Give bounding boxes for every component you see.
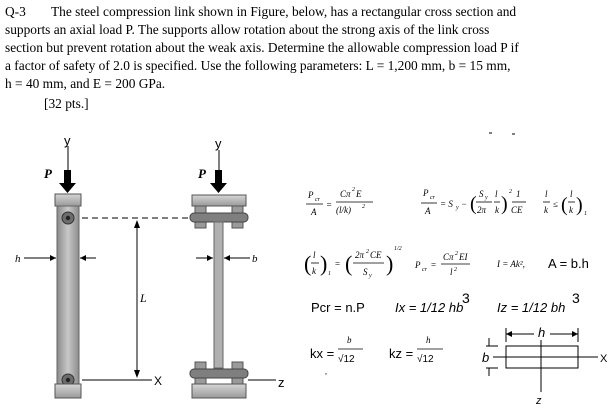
question-line-3: section but prevent rotation about the weak axis. Determine the allowable compression load P if [5, 40, 519, 55]
svg-text:2: 2 [509, 189, 512, 195]
svg-text:b: b [347, 335, 352, 345]
load-label: P [44, 166, 52, 181]
svg-text:cr: cr [430, 195, 435, 201]
svg-text:P: P [308, 190, 314, 200]
svg-text:y: y [456, 205, 459, 211]
svg-text:P: P [423, 188, 429, 198]
formula-area: A = b.h [548, 256, 589, 271]
svg-text:l: l [570, 189, 573, 199]
svg-text:l: l [545, 189, 548, 199]
svg-text:=: = [431, 260, 437, 270]
question-line-4: a factor of safety of 2.0 is specified. Use the following parameters: L = 1,200 mm, b = 15 mm, [5, 58, 511, 73]
points-label: [32 pts.] [44, 96, 89, 111]
top-support-block [55, 194, 81, 206]
side-load-label: P [198, 166, 206, 181]
link-bar [57, 206, 79, 384]
svg-text:S: S [363, 267, 368, 277]
svg-text:y: y [485, 195, 488, 201]
svg-text:Cπ: Cπ [340, 189, 351, 199]
h-dimension-label: h [15, 253, 21, 265]
svg-text:2π: 2π [355, 250, 365, 260]
svg-text:√12: √12 [338, 354, 355, 365]
svg-text:k: k [569, 205, 573, 215]
question-line-1: The steel compression link shown in Figure, below, has a rectangular cross section and [51, 4, 517, 19]
svg-text:k: k [312, 266, 316, 276]
side-view [190, 136, 285, 398]
section-z-label: z [536, 395, 542, 407]
svg-text:(: ( [345, 251, 353, 276]
length-label: L [140, 291, 147, 305]
svg-text:h: h [426, 335, 431, 345]
svg-text:1: 1 [584, 211, 587, 217]
side-top-pin [190, 213, 248, 222]
formula-kz [389, 335, 443, 365]
formula-inertia-area: I = Ak², [497, 259, 525, 269]
formula-slenderness-limit [543, 189, 587, 217]
formula-ix: Ix = 1/12 hb [395, 300, 464, 315]
svg-text:S: S [479, 189, 484, 199]
svg-text:1: 1 [516, 189, 521, 199]
side-load-arrow-head [210, 183, 227, 193]
svg-text:E: E [356, 189, 362, 199]
section-h-label: h [538, 325, 546, 340]
svg-text:1/2: 1/2 [394, 246, 402, 252]
svg-text:= S: = S [440, 199, 453, 209]
formula-johnson-stress [421, 188, 526, 216]
svg-text:√12: √12 [417, 354, 434, 365]
load-arrow-head [59, 183, 76, 193]
svg-text:2: 2 [352, 187, 355, 193]
svg-text:−: − [461, 199, 468, 209]
question-line-2: supports an axial load P. The supports allow rotation about the strong axis of the link cross [5, 22, 490, 37]
svg-text:EI: EI [459, 252, 468, 262]
question-line-5: h = 40 mm, and E = 200 GPa. [5, 76, 166, 91]
formula-kx [310, 335, 363, 365]
front-view [15, 133, 188, 398]
formula-iz: Iz = 1/12 bh [497, 300, 566, 315]
formula-pcr-np: Pcr = n.P [311, 300, 365, 315]
svg-text:cr: cr [315, 197, 320, 203]
svg-text:Cπ: Cπ [443, 252, 454, 262]
svg-text:P: P [415, 260, 421, 270]
svg-text:k: k [495, 205, 499, 215]
svg-text:): ) [576, 194, 583, 216]
side-bottom-support [192, 384, 246, 398]
svg-text:=: = [326, 200, 333, 210]
svg-text:2: 2 [454, 267, 457, 273]
side-y-axis-label: y [215, 136, 222, 151]
svg-text:≤: ≤ [553, 199, 558, 209]
svg-text:(: ( [470, 193, 477, 215]
svg-text:,: , [325, 367, 327, 376]
formula-euler-stress [306, 187, 373, 217]
svg-text:(: ( [561, 194, 568, 216]
svg-text:2: 2 [455, 251, 458, 257]
svg-text:k: k [544, 205, 548, 215]
svg-text:CE: CE [511, 205, 523, 215]
bottom-support-block [55, 384, 81, 398]
svg-text:): ) [320, 251, 328, 276]
formula-transition-ratio [304, 246, 402, 279]
b-dimension-label: b [252, 253, 258, 265]
svg-text:=: = [335, 259, 341, 269]
svg-text:y: y [369, 273, 372, 279]
formula-euler-load [414, 251, 470, 277]
svg-text:CE: CE [370, 250, 382, 260]
x-axis-label: X [154, 374, 163, 388]
svg-text:l: l [495, 189, 498, 199]
svg-text:l: l [313, 250, 316, 260]
svg-text:2: 2 [366, 249, 369, 255]
svg-text:(: ( [304, 251, 312, 276]
side-link-bar [214, 222, 223, 368]
z-axis-label: z [278, 375, 285, 390]
svg-text:): ) [386, 251, 394, 276]
section-b-label: b [482, 350, 490, 365]
formula-ix-exponent: 3 [462, 290, 470, 306]
svg-text:): ) [501, 193, 508, 215]
section-x-label: X [600, 353, 608, 365]
svg-text:A: A [311, 207, 317, 217]
svg-text:l: l [450, 267, 453, 277]
svg-text:1: 1 [328, 271, 331, 277]
question-number: Q-3 [5, 4, 26, 19]
side-bottom-pin [190, 369, 248, 378]
formula-iz-exponent: 3 [572, 290, 580, 306]
svg-text:2: 2 [362, 204, 365, 210]
svg-text:A: A [425, 206, 431, 216]
cross-section-diagram [482, 325, 608, 407]
load-arrow-shaft [64, 170, 71, 183]
svg-text:(l/k): (l/k) [336, 205, 351, 215]
side-top-support [192, 195, 246, 206]
svg-text:kz =: kz = [389, 346, 414, 361]
y-axis-label: y [64, 133, 71, 148]
svg-text:2π: 2π [477, 205, 487, 215]
svg-text:cr: cr [422, 267, 427, 273]
svg-text:kx =: kx = [310, 346, 335, 361]
